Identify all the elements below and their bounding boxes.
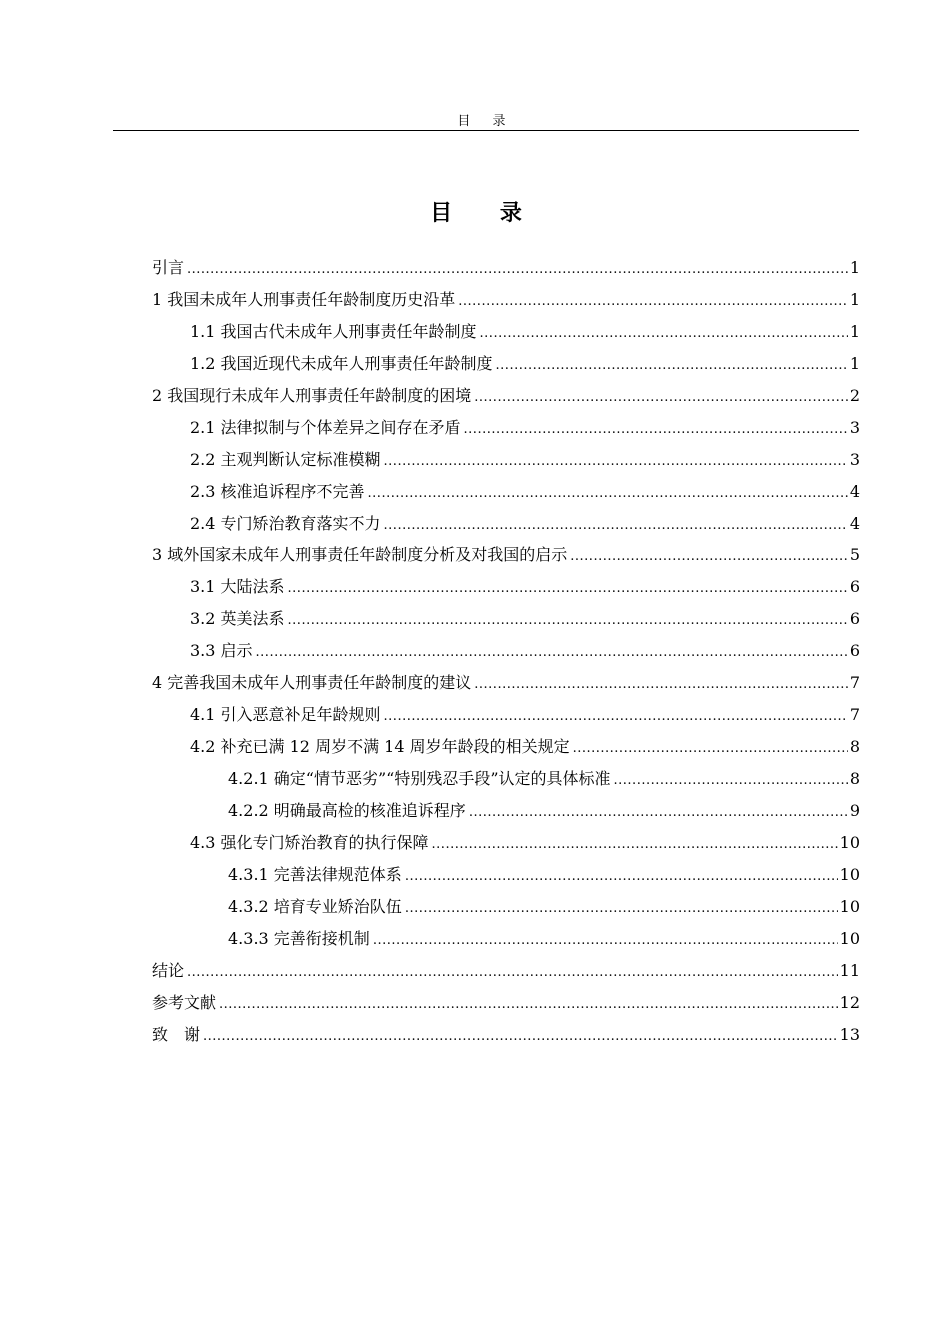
- toc-entry-page: 8: [849, 737, 860, 757]
- toc-list: [152, 255, 860, 1053]
- toc-entry[interactable]: [152, 574, 860, 606]
- toc-entry-label: 3.1 大陆法系: [190, 577, 285, 597]
- toc-entry-page: 9: [849, 800, 860, 820]
- toc-entry[interactable]: [152, 287, 860, 319]
- toc-dot-leader: [203, 1029, 838, 1044]
- toc-dot-leader: [405, 869, 838, 884]
- toc-entry-page: 13: [839, 1024, 860, 1044]
- toc-entry-page: 1: [849, 289, 860, 309]
- toc-entry[interactable]: [152, 511, 860, 543]
- toc-entry[interactable]: [152, 542, 860, 574]
- toc-entry[interactable]: [152, 1022, 860, 1054]
- toc-dot-leader: [496, 358, 848, 373]
- toc-dot-leader: [474, 677, 848, 692]
- toc-entry-label: 4.3.3 完善衔接机制: [228, 928, 370, 948]
- page-title: 目 录: [430, 201, 542, 226]
- toc-entry[interactable]: [152, 351, 860, 383]
- toc-entry-page: 1: [849, 258, 860, 277]
- toc-entry-label: 1 我国未成年人刑事责任年龄制度历史沿革: [152, 289, 456, 309]
- toc-entry-label: 2.1 法律拟制与个体差异之间存在矛盾: [190, 417, 461, 437]
- toc-entry[interactable]: [152, 894, 860, 926]
- toc-entry-page: 10: [839, 896, 860, 916]
- toc-entry[interactable]: [152, 415, 860, 447]
- toc-entry-page: 12: [839, 992, 860, 1012]
- toc-entry-page: 1: [849, 353, 860, 373]
- toc-entry[interactable]: [152, 319, 860, 351]
- toc-entry-label: 2 我国现行未成年人刑事责任年龄制度的困境: [152, 385, 472, 405]
- toc-entry-page: 10: [839, 864, 860, 884]
- toc-entry-page: 10: [839, 928, 860, 948]
- toc-dot-leader: [373, 933, 838, 948]
- toc-dot-leader: [256, 645, 848, 660]
- toc-dot-leader: [219, 997, 838, 1012]
- toc-entry[interactable]: [152, 862, 860, 894]
- toc-entry-label: 2.2 主观判断认定标准模糊: [190, 449, 381, 469]
- toc-entry-label: 引言: [152, 258, 185, 277]
- toc-dot-leader: [405, 901, 838, 916]
- toc-entry[interactable]: [152, 734, 860, 766]
- toc-entry-label: 3.3 启示: [190, 641, 253, 661]
- toc-entry-label: 3.2 英美法系: [190, 609, 285, 629]
- toc-entry-page: 6: [849, 609, 860, 629]
- toc-entry-label: 4.2 补充已满 12 周岁不满 14 周岁年龄段的相关规定: [190, 737, 570, 757]
- toc-entry[interactable]: [152, 702, 860, 734]
- toc-entry-label: 4.2.2 明确最高检的核准追诉程序: [228, 800, 466, 820]
- toc-entry[interactable]: [152, 255, 860, 287]
- toc-entry-label: 致 谢: [152, 1024, 201, 1044]
- toc-entry-page: 11: [839, 960, 860, 980]
- toc-entry-page: 6: [849, 641, 860, 661]
- toc-entry-page: 7: [849, 705, 860, 725]
- toc-entry-page: 6: [849, 577, 860, 597]
- toc-dot-leader: [384, 709, 848, 724]
- toc-entry-page: 3: [849, 449, 860, 469]
- toc-dot-leader: [368, 486, 848, 501]
- toc-entry-page: 3: [849, 417, 860, 437]
- toc-entry-label: 4.3.1 完善法律规范体系: [228, 864, 402, 884]
- toc-entry[interactable]: [152, 447, 860, 479]
- toc-dot-leader: [432, 837, 838, 852]
- header-rule: [113, 130, 859, 131]
- toc-entry-label: 4 完善我国未成年人刑事责任年龄制度的建议: [152, 673, 472, 693]
- toc-dot-leader: [384, 518, 848, 533]
- toc-entry-label: 结论: [152, 960, 185, 980]
- toc-entry[interactable]: [152, 670, 860, 702]
- toc-entry-page: 7: [849, 673, 860, 693]
- toc-entry-page: 1: [849, 321, 860, 341]
- toc-dot-leader: [573, 741, 848, 756]
- toc-entry[interactable]: [152, 638, 860, 670]
- toc-dot-leader: [480, 326, 848, 341]
- toc-entry-label: 4.1 引入恶意补足年龄规则: [190, 705, 381, 725]
- toc-entry[interactable]: [152, 830, 860, 862]
- running-header: 目 录: [457, 114, 515, 129]
- toc-entry[interactable]: [152, 479, 860, 511]
- toc-entry-label: 2.3 核准追诉程序不完善: [190, 481, 365, 501]
- toc-entry-label: 参考文献: [152, 992, 217, 1012]
- toc-dot-leader: [288, 581, 848, 596]
- toc-dot-leader: [469, 805, 848, 820]
- toc-entry-label: 4.3 强化专门矫治教育的执行保障: [190, 832, 429, 852]
- toc-dot-leader: [464, 422, 848, 437]
- toc-entry-page: 2: [849, 385, 860, 405]
- toc-dot-leader: [187, 965, 838, 980]
- toc-entry-page: 4: [849, 513, 860, 533]
- toc-dot-leader: [474, 390, 848, 405]
- toc-entry-label: 1.1 我国古代未成年人刑事责任年龄制度: [190, 321, 477, 341]
- toc-dot-leader: [288, 613, 848, 628]
- toc-entry[interactable]: [152, 958, 860, 990]
- toc-entry-label: 3 域外国家未成年人刑事责任年龄制度分析及对我国的启示: [152, 545, 568, 565]
- toc-entry[interactable]: [152, 926, 860, 958]
- toc-entry[interactable]: [152, 766, 860, 798]
- toc-dot-leader: [570, 549, 848, 564]
- toc-entry-page: 8: [849, 769, 860, 788]
- toc-dot-leader: [458, 294, 848, 309]
- toc-entry[interactable]: [152, 798, 860, 830]
- toc-dot-leader: [614, 773, 848, 788]
- toc-entry-page: 4: [849, 481, 860, 501]
- toc-entry-label: 4.2.1 确定“情节恶劣”“特别残忍手段”认定的具体标准: [228, 769, 611, 788]
- toc-entry-label: 2.4 专门矫治教育落实不力: [190, 513, 381, 533]
- toc-entry-page: 10: [839, 832, 860, 852]
- toc-entry[interactable]: [152, 990, 860, 1022]
- toc-entry-label: 1.2 我国近现代未成年人刑事责任年龄制度: [190, 353, 493, 373]
- toc-dot-leader: [384, 454, 848, 469]
- toc-dot-leader: [187, 262, 848, 277]
- toc-entry-page: 5: [849, 545, 860, 565]
- toc-entry-label: 4.3.2 培育专业矫治队伍: [228, 896, 402, 916]
- toc-entry[interactable]: [152, 383, 860, 415]
- toc-entry[interactable]: [152, 606, 860, 638]
